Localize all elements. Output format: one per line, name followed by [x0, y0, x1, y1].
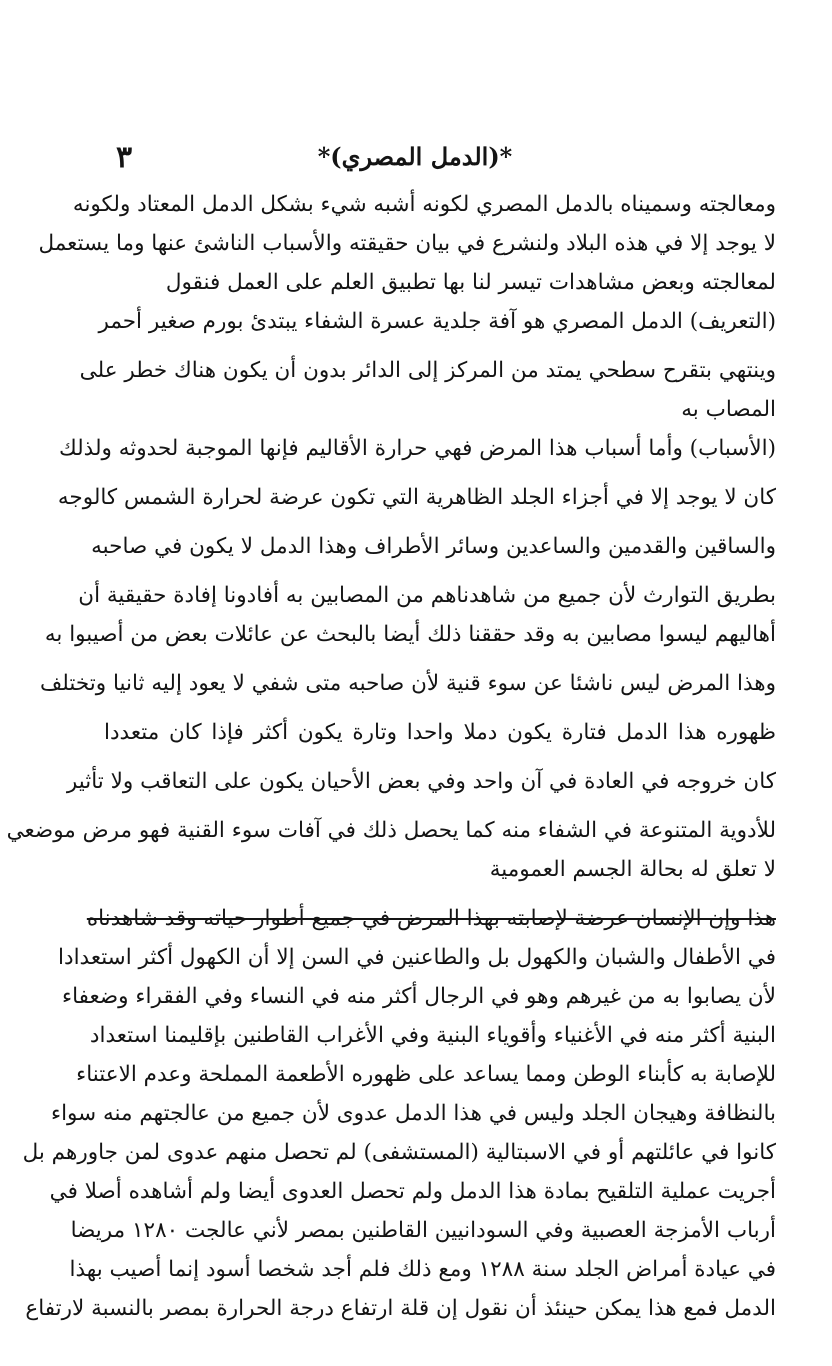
text-line: وينتهي بتقرح سطحي يمتد من المركز إلى الدائر بدون أن يكون هناك خطر على: [79, 358, 776, 383]
text-line: لا تعلق له بحالة الجسم العمومية: [489, 857, 776, 882]
body-text: [6, 185, 776, 1328]
text-line: الدمل فمع هذا يمكن حينئذ أن نقول إن قلة ارتفاع درجة الحرارة بمصر بالنسبة لارتفاع: [25, 1296, 776, 1321]
text-line: (التعريف) الدمل المصري هو آفة جلدية عسرة الشفاء يبتدئ بورم صغير أحمر: [98, 309, 776, 334]
text-line: المصاب به: [681, 397, 776, 422]
text-line: بطريق التوارث لأن جميع من شاهدناهم من المصابين به أفادونا إفادة حقيقية أن: [78, 583, 776, 608]
text-line: لا يوجد إلا في هذه البلاد ولنشرع في بيان حقيقته والأسباب الناشئ عنها وما يستعمل: [38, 231, 776, 256]
text-line: في عيادة أمراض الجلد سنة ١٢٨٨ ومع ذلك فلم أجد شخصا أسود إنما أصيب بهذا: [69, 1257, 776, 1282]
text-line: للإصابة به كأبناء الوطن ومما يساعد على ظهوره الأطعمة المملحة وعدم الاعتناء: [76, 1062, 776, 1087]
running-title: *(الدمل المصري)*: [317, 142, 513, 171]
text-line: بالنظافة وهيجان الجلد وليس في هذا الدمل عدوى لأن جميع من عالجتهم منه سواء: [50, 1101, 776, 1126]
text-line: في الأطفال والشبان والكهول بل والطاعنين في السن إلا أن الكهول أكثر استعدادا: [58, 945, 776, 970]
text-line: (الأسباب) وأما أسباب هذا المرض فهي حرارة الأقاليم فإنها الموجبة لحدوثه ولذلك: [58, 436, 776, 461]
text-line: هذا وإن الإنسان عرضة لإصابته بهذا المرض في جميع أطوار حياته وقد شاهدناه: [86, 906, 776, 931]
text-line: أجريت عملية التلقيح بمادة هذا الدمل ولم تحصل العدوى أيضا ولم أشاهده أصلا في: [49, 1179, 776, 1204]
page-number: ٣: [116, 140, 133, 175]
text-line: للأدوية المتنوعة في الشفاء منه كما يحصل ذلك في آفات سوء القنية فهو مرض موضعي: [6, 818, 776, 843]
text-line: وهذا المرض ليس ناشئا عن سوء قنية لأن صاحبه متى شفي لا يعود إليه ثانيا وتختلف: [40, 671, 776, 696]
text-line: لمعالجته وبعض مشاهدات تيسر لنا بها تطبيق العلم على العمل فنقول: [165, 270, 776, 295]
text-line: كان خروجه في العادة في آن واحد وفي بعض الأحيان يكون على التعاقب ولا تأثير: [66, 769, 776, 794]
text-line: كان لا يوجد إلا في أجزاء الجلد الظاهرية التي تكون عرضة لحرارة الشمس كالوجه: [57, 485, 776, 510]
text-line: ظهوره هذا الدمل فتارة يكون دملا واحدا وتارة يكون أكثر فإذا كان متعددا: [104, 720, 776, 745]
page-header: [110, 138, 720, 178]
text-line: البنية أكثر منه في الأغنياء وأقوياء البنية وفي الأغراب القاطنين بإقليمنا استعداد: [89, 1023, 776, 1048]
text-line: لأن يصابوا به من غيرهم وهو في الرجال أكثر منه في النساء وفي الفقراء وضعفاء: [62, 984, 776, 1009]
text-line: والساقين والقدمين والساعدين وسائر الأطراف وهذا الدمل لا يكون في صاحبه: [91, 534, 776, 559]
text-line: أهاليهم ليسوا مصابين به وقد حققنا ذلك أيضا بالبحث عن عائلات بعض من أصيبوا به: [44, 622, 776, 647]
text-line: ومعالجته وسميناه بالدمل المصري لكونه أشبه شيء بشكل الدمل المعتاد ولكونه: [72, 192, 776, 217]
text-line: أرباب الأمزجة العصبية وفي السودانيين القاطنين بمصر لأني عالجت ١٢٨٠ مريضا: [70, 1218, 776, 1243]
text-line: كانوا في عائلتهم أو في الاسبتالية (المستشفى) لم تحصل منهم عدوى لمن جاورهم بل: [22, 1140, 776, 1165]
